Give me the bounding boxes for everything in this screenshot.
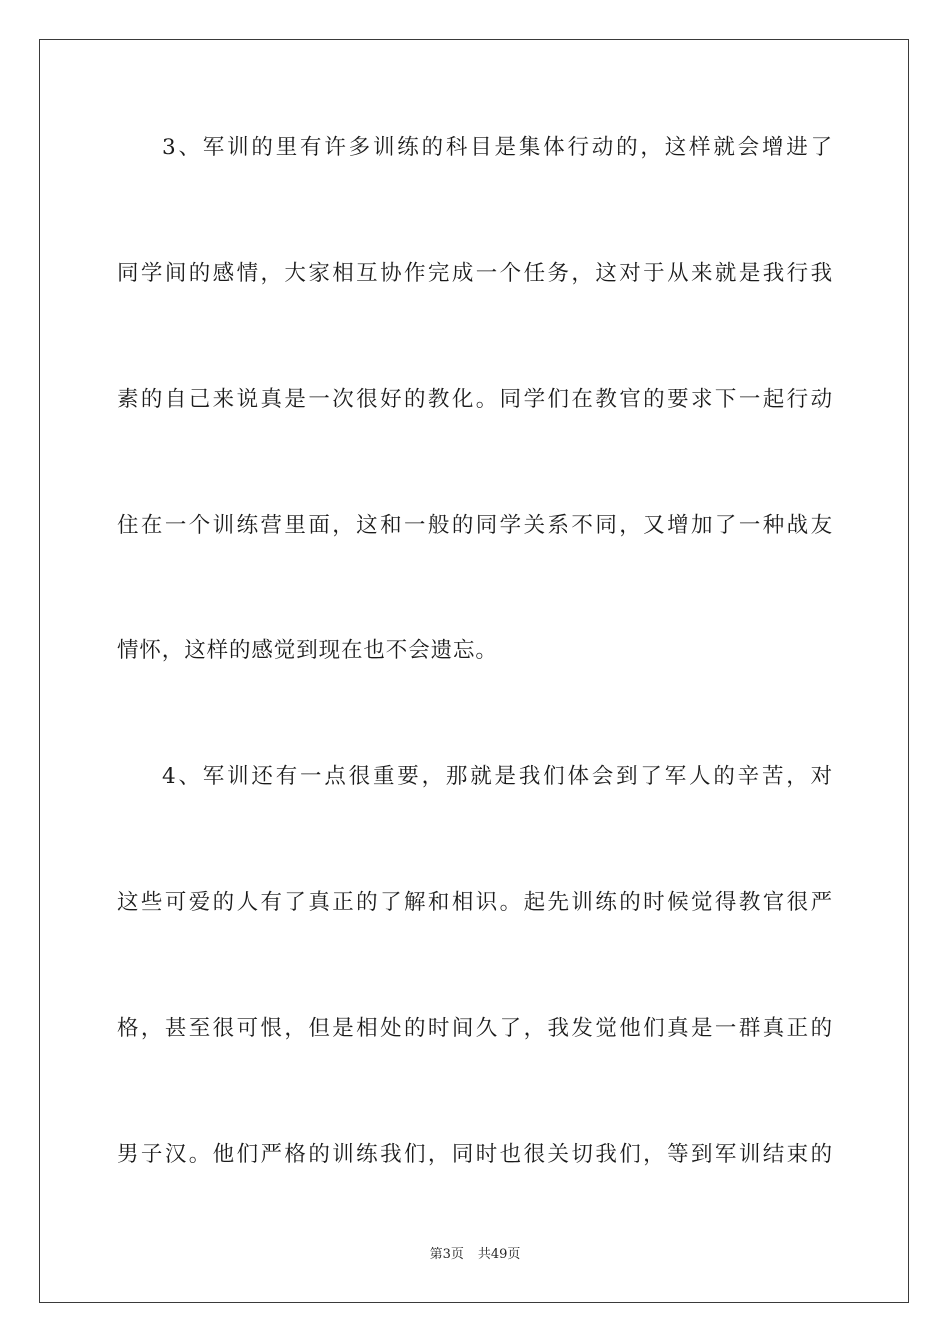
paragraph-3-line-3: 素的自己来说真是一次很好的教化。同学们在教官的要求下一起行动 bbox=[117, 387, 833, 412]
paragraph-3-line-5: 情怀，这样的感觉到现在也不会遗忘。 bbox=[117, 638, 498, 663]
paragraph-4-line-3: 格，甚至很可恨，但是相处的时间久了，我发觉他们真是一群真正的 bbox=[117, 1016, 833, 1041]
paragraph-3-line-2: 同学间的感情，大家相互协作完成一个任务，这对于从来就是我行我 bbox=[117, 261, 833, 286]
page-total: 共49页 bbox=[477, 1247, 521, 1262]
page-border bbox=[39, 39, 909, 1303]
paragraph-4-line-4: 男子汉。他们严格的训练我们，同时也很关切我们，等到军训结束的 bbox=[117, 1142, 833, 1167]
paragraph-3-line-1: 3、军训的里有许多训练的科目是集体行动的，这样就会增进了 bbox=[162, 135, 833, 160]
page-footer bbox=[0, 1246, 950, 1264]
paragraph-4-line-1: 4、军训还有一点很重要，那就是我们体会到了军人的辛苦，对 bbox=[162, 764, 833, 789]
paragraph-4-line-2: 这些可爱的人有了真正的了解和相识。起先训练的时候觉得教官很严 bbox=[117, 890, 833, 915]
paragraph-3-line-4: 住在一个训练营里面，这和一般的同学关系不同，又增加了一种战友 bbox=[117, 513, 833, 538]
page-number: 第3页 bbox=[429, 1247, 464, 1262]
